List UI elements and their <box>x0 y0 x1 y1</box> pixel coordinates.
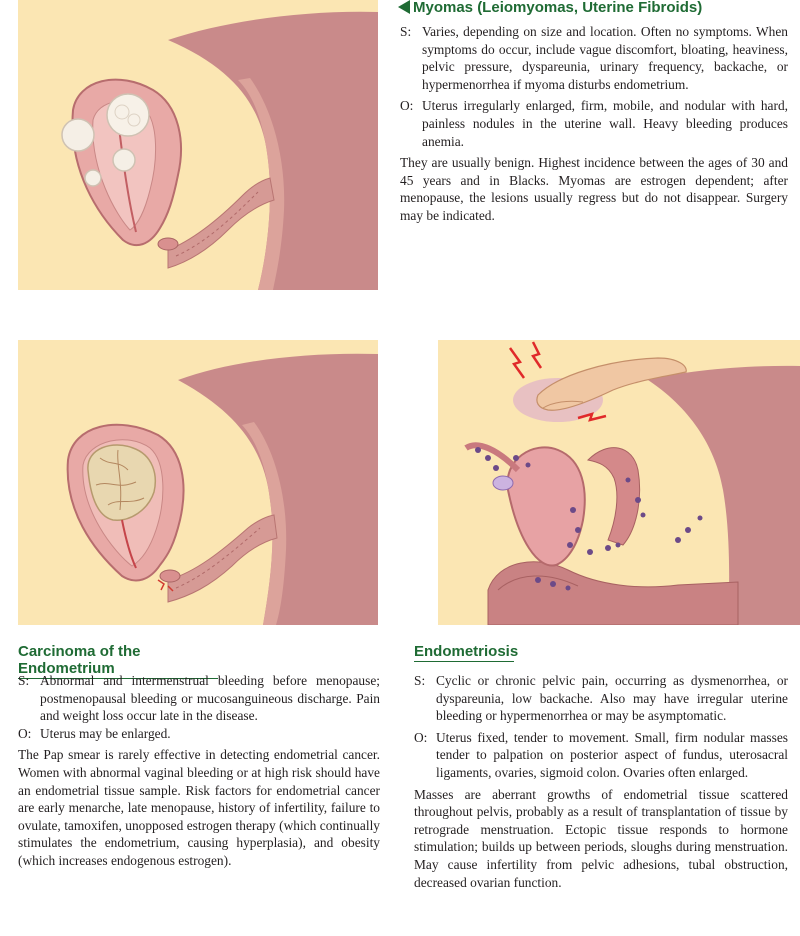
myomas-title: Myomas (Leiomyomas, Uterine Fibroids) <box>413 0 703 16</box>
myomas-illustration <box>18 0 378 290</box>
carcinoma-objective <box>18 725 380 743</box>
endometriosis-note: Masses are aberrant growths of endometrial tissue scattered throughout pelvis, probably as a result of transplantation of tissue by retrograde menstruation. Ectopic tissue responds to hormone stimulation; builds up between periods, sloughs during menstruation. May cause infertility from pelvic adhesions, tubal obstruction, decreased ovarian function. <box>414 786 788 890</box>
myomas-heading <box>398 0 702 16</box>
myomas-note: They are usually benign. Highest incidence between the ages of 30 and 45 years and in Blacks. Myomas are estrogen dependent; after menopause, the lesions usually regress but do not disappear. Surgery may be indicated. <box>400 155 788 223</box>
endometriosis-heading: Endometriosis <box>414 643 519 660</box>
myomas-subjective <box>400 23 788 93</box>
subjective-text: Abnormal and intermenstrual bleeding before menopause; postmenopausal bleeding or mucosanguineous discharge. Pain and weight loss occur late in the disease. <box>40 673 380 724</box>
objective-label: O: <box>414 729 428 745</box>
endometriosis-illustration <box>438 340 800 625</box>
carcinoma-subjective <box>18 672 380 725</box>
subjective-label: S: <box>400 24 412 39</box>
carcinoma-illustration <box>18 340 378 625</box>
pointer-arrow-icon <box>398 0 410 14</box>
carcinoma-note: The Pap smear is rarely effective in detecting endometrial cancer. Women with abnormal vaginal bleeding or at high risk should have an endometrial tissue sample. Risk factors for endometrial cancer are early menarche, late menopause, history of infertility, failure to ovulate, tamoxifen, unopposed estrogen therapy (which continually stimulates the endometrium, causing hyperplasia), and obesity (which increases endogenous estrogen). <box>18 747 380 868</box>
endometriosis-text <box>414 672 788 891</box>
endometriosis-subjective <box>414 672 788 725</box>
subjective-label: S: <box>18 673 30 688</box>
objective-text: Uterus may be enlarged. <box>40 725 171 741</box>
objective-label: O: <box>18 725 32 741</box>
subjective-text: Cyclic or chronic pelvic pain, occurring as dysmenorrhea, or dyspareunia, low backache. Also may have irregular uterine bleeding or hypermenorrhea or may be asymptomatic. <box>436 673 788 724</box>
subjective-label: S: <box>414 673 426 688</box>
objective-text: Uterus fixed, tender to movement. Small, firm nodular masses tender to palpation on posterior aspect of fundus, uterosacral ligaments, ovaries, sigmoid colon. Ovaries often enlarged. <box>436 729 788 780</box>
endometriosis-objective <box>414 729 788 782</box>
subjective-text: Varies, depending on size and location. Often no symptoms. When symptoms do occur, include vague discomfort, bloating, heaviness, pelvic pressure, dyspareunia, urinary frequency, backache, or hypermenorrhea if myoma disturbs endometrium. <box>422 24 788 92</box>
myomas-objective <box>400 97 788 150</box>
carcinoma-text <box>18 672 380 870</box>
objective-label: O: <box>400 98 414 114</box>
objective-text: Uterus irregularly enlarged, firm, mobile, and nodular with hard, painless nodules in the uterine wall. Heavy bleeding produces anemia. <box>422 98 788 149</box>
carcinoma-heading: Carcinoma of the Endometrium <box>18 643 218 679</box>
myomas-text <box>400 23 788 225</box>
